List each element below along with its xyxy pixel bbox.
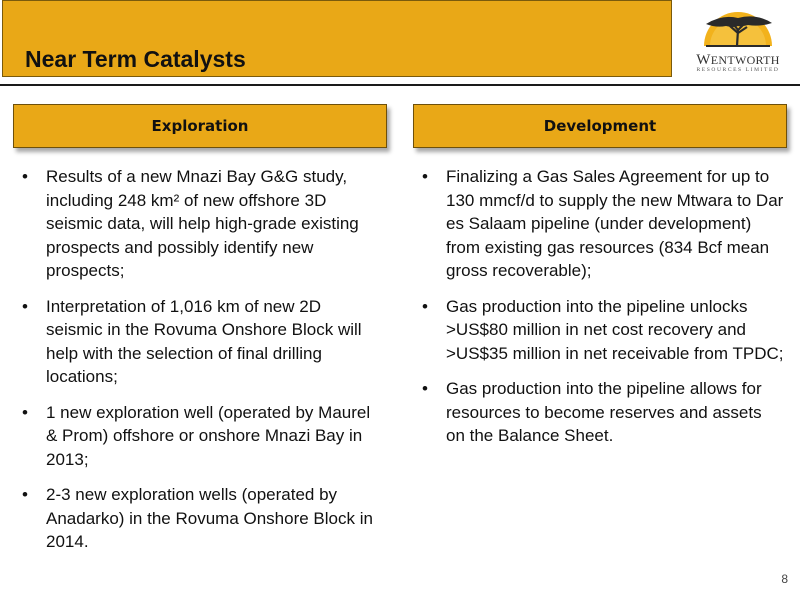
title-bar [2, 0, 672, 77]
bullet-text: Gas production into the pipeline unlocks >US$80 million in net cost recovery and >US$35 million in net receivable from TPDC; [446, 296, 784, 363]
bullet-text: Results of a new Mnazi Bay G&G study, including 248 km² of new offshore 3D seismic data, will help high-grade existing prospects and possibly identify new prospects; [46, 167, 359, 280]
list-item [20, 165, 380, 283]
bullet-icon: • [22, 402, 28, 422]
bullet-text: Gas production into the pipeline allows for resources to become reserves and assets on the Balance Sheet. [446, 379, 762, 445]
bullet-text: Finalizing a Gas Sales Agreement for up to 130 mmcf/d to supply the new Mtwara to Dar es Salaam pipeline (under development) from existing gas resources (834 Bcf mean gross recoverable); [446, 167, 784, 280]
exploration-header: Exploration [13, 104, 387, 148]
bullet-icon: • [22, 167, 28, 186]
development-header: Development [413, 104, 787, 148]
list-item [20, 401, 380, 472]
list-item [20, 295, 380, 389]
slide-title: Near Term Catalysts [25, 46, 246, 72]
acacia-tree-icon [676, 0, 800, 52]
brand-name: WENTWORTH [696, 52, 780, 68]
bullet-icon: • [22, 296, 28, 316]
bullet-icon: • [422, 379, 428, 398]
list-item [420, 165, 785, 283]
bullet-icon: • [422, 296, 428, 316]
list-item [420, 295, 785, 366]
bullet-text: Interpretation of 1,016 km of new 2D seismic in the Rovuma Onshore Block will help with the selection of final drilling locations; [46, 296, 362, 386]
bullet-text: 1 new exploration well (operated by Maurel & Prom) offshore or onshore Mnazi Bay in 2013; [46, 402, 371, 469]
list-item [20, 483, 380, 554]
development-bullet-list [420, 165, 785, 460]
bullet-icon: • [22, 485, 28, 504]
header-divider [0, 84, 800, 86]
brand-tagline: RESOURCES LIMITED [696, 67, 780, 73]
bullet-icon: • [422, 167, 428, 186]
bullet-text: 2-3 new exploration wells (operated by Anadarko) in the Rovuma Onshore Block in 2014. [46, 485, 373, 551]
exploration-bullet-list [20, 165, 380, 566]
wentworth-logo [676, 0, 800, 80]
list-item [420, 377, 785, 448]
page-number: 8 [781, 572, 788, 586]
